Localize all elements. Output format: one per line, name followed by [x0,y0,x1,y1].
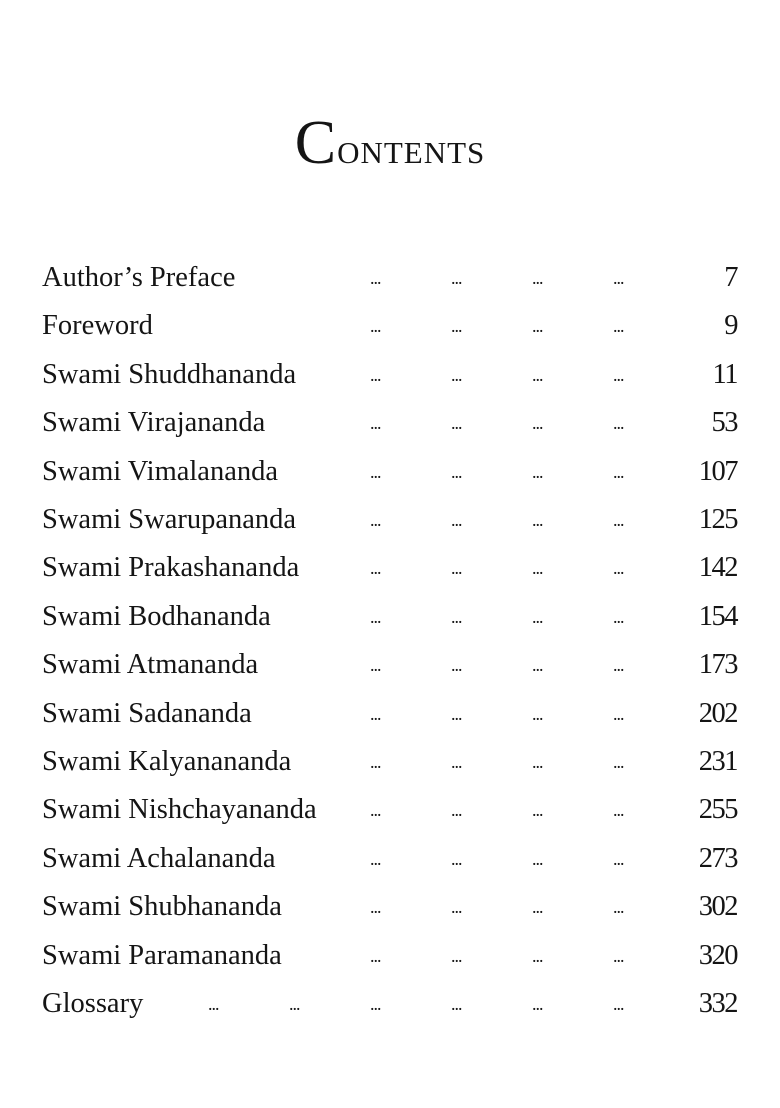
leader-dots: ... [451,994,462,1014]
leader-dots: ... [451,655,462,676]
toc-entry-title: Swami Prakashananda [42,552,300,584]
leader-dots: ... [532,606,543,627]
leader-dots: ... [370,461,381,482]
leader-dots: ... [451,316,462,337]
leader-dots: ... [370,800,381,821]
leader-dots: ... [370,994,381,1014]
toc-page-number: 107 [698,455,737,487]
leader-dots: ... [532,800,543,821]
leader-dots: ... [613,461,624,482]
title-rest: ontents [337,124,486,173]
toc-entry-title: Author’s Preface [42,262,236,293]
toc-entry[interactable] [0,456,780,496]
leader-dots: ... [370,510,381,530]
leader-dots: ... [532,848,543,869]
leader-dots: ... [451,268,462,288]
leader-dots: ... [451,413,462,434]
leader-dots: ... [532,558,543,579]
leader-dots: ... [613,800,624,821]
leader-dots: ... [370,316,381,337]
leader-dots: ... [370,364,381,385]
toc-entry[interactable] [0,552,780,592]
leader-dots: ... [370,703,381,724]
toc-page-number: 11 [712,358,737,390]
leader-dots: ... [370,413,381,434]
leader-dots: ... [451,558,462,579]
leader-dots: ... [613,413,624,434]
toc-entry-title: Swami Achalananda [42,842,276,874]
leader-dots: ... [451,510,462,530]
toc-entry[interactable] [0,601,780,641]
leader-dots: ... [451,945,462,966]
toc-entry-title: Swami Shubhananda [42,891,282,923]
leader-dots: ... [532,316,543,337]
toc-entry[interactable] [0,262,780,302]
leader-dots: ... [532,413,543,434]
leader-dots: ... [613,606,624,627]
toc-entry-title: Swami Swarupananda [42,504,297,535]
toc-page-number: 7 [724,262,737,293]
toc-entry-title: Swami Paramananda [42,939,282,971]
page-title [0,108,780,179]
toc-page-number: 154 [698,600,737,632]
leader-dots: ... [613,703,624,724]
leader-dots: ... [613,752,624,772]
leader-dots: ... [370,848,381,869]
toc-entry[interactable] [0,746,780,786]
toc-entry-title: Swami Sadananda [42,697,252,729]
leader-dots: ... [289,994,300,1014]
toc-page-number: 231 [698,746,737,777]
title-initial: C [294,109,338,177]
leader-dots: ... [451,897,462,918]
leader-dots: ... [370,268,381,288]
leader-dots: ... [370,655,381,676]
leader-dots: ... [451,800,462,821]
toc-page-number: 53 [711,407,737,439]
toc-entry[interactable] [0,843,780,883]
leader-dots: ... [613,316,624,337]
leader-dots: ... [532,897,543,918]
toc-entry[interactable] [0,794,780,834]
leader-dots: ... [613,510,624,530]
leader-dots: ... [613,848,624,869]
toc-entry-title: Swami Nishchayananda [42,794,317,826]
toc-entry[interactable] [0,698,780,738]
toc-page-number: 302 [698,891,737,923]
leader-dots: ... [370,945,381,966]
toc-page-number: 320 [698,939,737,971]
toc-entry-title: Swami Bodhananda [42,600,271,632]
leader-dots: ... [370,606,381,627]
toc-entry-title: Foreword [42,310,153,342]
toc-entry-title: Swami Atmananda [42,649,259,681]
leader-dots: ... [532,945,543,966]
toc-entry-title: Swami Virajananda [42,407,266,439]
leader-dots: ... [532,364,543,385]
leader-dots: ... [532,510,543,530]
toc-entry[interactable] [0,988,780,1028]
toc-page-number: 255 [698,794,737,826]
leader-dots: ... [451,364,462,385]
leader-dots: ... [613,945,624,966]
leader-dots: ... [451,703,462,724]
toc-entry-title: Swami Shuddhananda [42,358,297,390]
toc-entry[interactable] [0,310,780,350]
toc-entry[interactable] [0,940,780,980]
toc-page-number: 332 [698,988,737,1019]
leader-dots: ... [613,655,624,676]
leader-dots: ... [451,848,462,869]
leader-dots: ... [370,897,381,918]
leader-dots: ... [532,703,543,724]
leader-dots: ... [451,461,462,482]
leader-dots: ... [208,994,219,1014]
leader-dots: ... [370,752,381,772]
leader-dots: ... [532,994,543,1014]
leader-dots: ... [532,268,543,288]
toc-entry[interactable] [0,891,780,931]
leader-dots: ... [451,606,462,627]
leader-dots: ... [451,752,462,772]
toc-page-number: 142 [698,552,737,584]
toc-entry-title: Swami Vimalananda [42,455,279,487]
toc-entry[interactable] [0,407,780,447]
leader-dots: ... [613,897,624,918]
toc-page-number: 125 [698,504,737,535]
leader-dots: ... [370,558,381,579]
leader-dots: ... [532,752,543,772]
leader-dots: ... [532,461,543,482]
toc-entry-title: Swami Kalyanananda [42,746,292,777]
leader-dots: ... [613,558,624,579]
leader-dots: ... [613,364,624,385]
leader-dots: ... [532,655,543,676]
toc-entry[interactable] [0,359,780,399]
toc-page-number: 173 [698,649,737,681]
toc-page-number: 9 [724,310,737,342]
toc-page-number: 273 [698,842,737,874]
toc-entry[interactable] [0,649,780,689]
toc-page-number: 202 [698,697,737,729]
leader-dots: ... [613,994,624,1014]
toc-entry-title: Glossary [42,988,144,1019]
toc-entry[interactable] [0,504,780,544]
leader-dots: ... [613,268,624,288]
